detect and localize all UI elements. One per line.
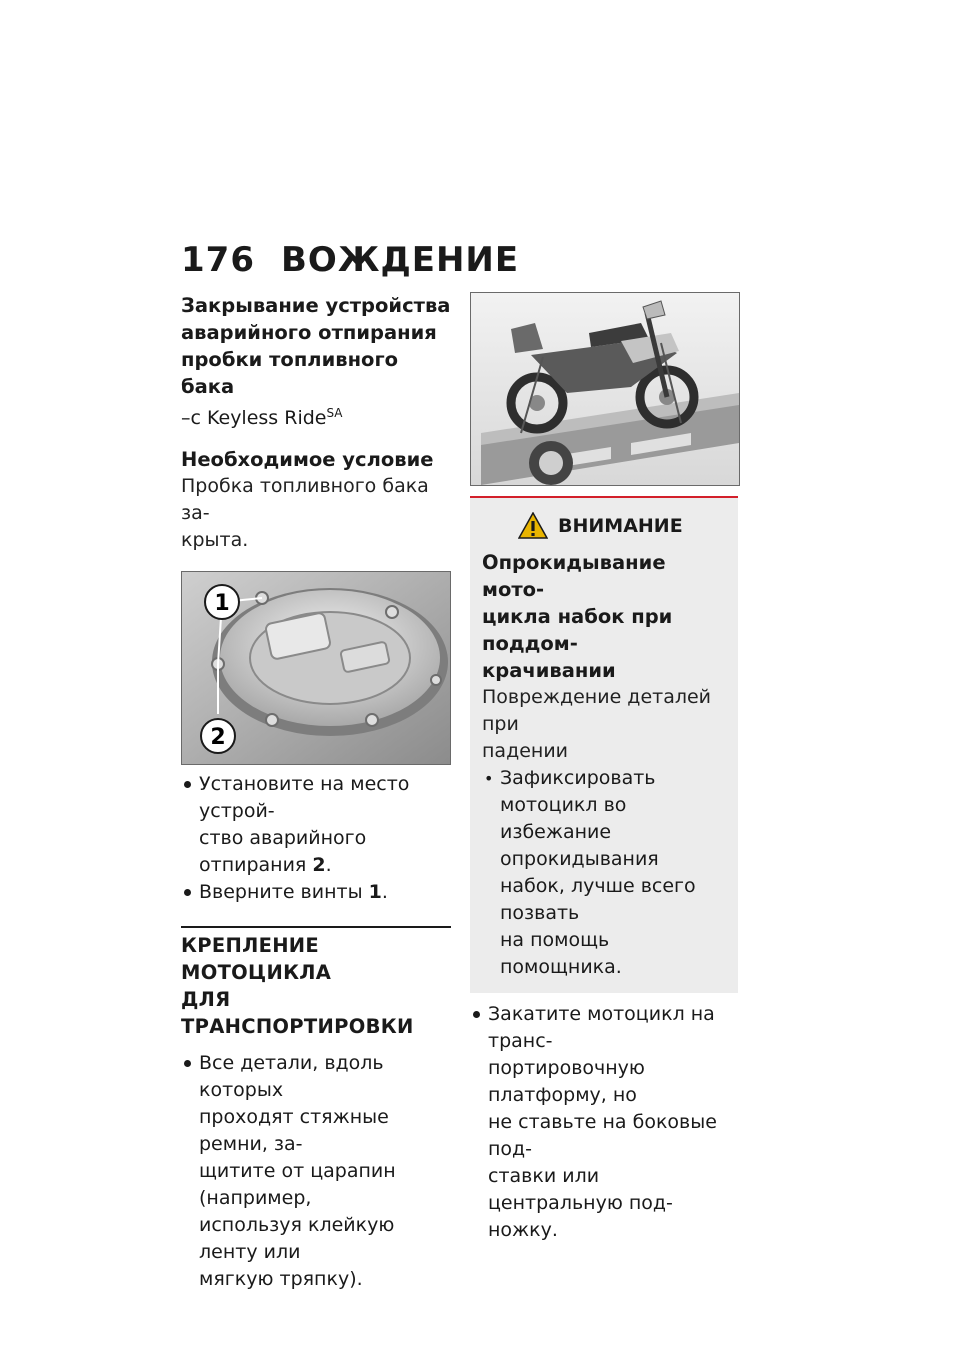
warning-heading: [482, 549, 726, 684]
list-item: [181, 879, 451, 906]
item-line: ставки или центральную под-: [488, 1165, 673, 1214]
heading-line: Закрывание устройства: [181, 294, 451, 317]
item-line: избежание опрокидывания: [500, 821, 659, 870]
page-number: 176: [181, 240, 255, 280]
section-list: [181, 1050, 451, 1293]
equipment-condition: [181, 400, 451, 432]
callout-1: 1: [214, 591, 230, 616]
step-ref: 2: [312, 854, 326, 876]
list-item: [181, 1050, 451, 1293]
steps-list: [181, 771, 451, 906]
step-end: .: [381, 881, 388, 903]
warning-label: ВНИМАНИЕ: [558, 514, 683, 537]
section-title-line: КРЕПЛЕНИЕ МОТОЦИКЛА: [181, 934, 332, 984]
condition-sup: SA: [326, 406, 343, 420]
list-item: [482, 765, 726, 981]
item-line: не ставьте на боковые под-: [488, 1111, 717, 1160]
list-item: [470, 1001, 738, 1244]
warning-list: [482, 765, 726, 981]
step-line: Установите на место устрой-: [199, 773, 410, 822]
callout-2: 2: [210, 725, 226, 750]
item-line: щитите от царапин (например,: [199, 1160, 396, 1209]
item-line: на помощь помощника.: [500, 929, 622, 978]
requirement-text: Пробка топливного бака за-: [181, 475, 429, 524]
requirement-text: крыта.: [181, 529, 249, 551]
left-column: [181, 292, 451, 1293]
list-item: [181, 771, 451, 879]
warning-heading-line: цикла набок при поддом-: [482, 605, 673, 655]
item-line: мягкую тряпку).: [199, 1268, 363, 1290]
chapter-title: ВОЖДЕНИЕ: [281, 240, 520, 280]
heading-line: пробки топливного бака: [181, 348, 399, 398]
warning-text: падении: [482, 740, 569, 762]
fuel-cap-illustration: [181, 571, 451, 765]
section-divider: [181, 926, 451, 928]
step-end: .: [325, 854, 332, 876]
heading-line: аварийного отпирания: [181, 321, 437, 344]
item-line: Закатите мотоцикл на транс-: [488, 1003, 715, 1052]
condition-text: –с Keyless Ride: [181, 407, 327, 429]
step-line: Вверните винты: [199, 881, 369, 903]
item-line: набок, лучше всего позвать: [500, 875, 696, 924]
fuel-cap-drawing: [182, 572, 450, 764]
section-heading: [181, 292, 451, 400]
item-line: используя клейкую ленту или: [199, 1214, 395, 1263]
item-line: ножку.: [488, 1219, 558, 1241]
warning-text: Повреждение деталей при: [482, 686, 712, 735]
section-title-line: ДЛЯ ТРАНСПОРТИРОВКИ: [181, 988, 414, 1038]
motorcycle-trailer-illustration: [470, 292, 740, 486]
warning-heading-line: крачивании: [482, 659, 616, 682]
item-line: Зафиксировать мотоцикл во: [500, 767, 656, 816]
warning-box: [470, 496, 738, 993]
section-title: [181, 932, 451, 1040]
step-line: ство аварийного отпирания: [199, 827, 367, 876]
motorcycle-drawing: [471, 293, 739, 485]
warning-heading-line: Опрокидывание мото-: [482, 551, 666, 601]
requirement-heading: Необходимое условие: [181, 448, 434, 471]
step-ref: 1: [368, 881, 382, 903]
item-line: проходят стяжные ремни, за-: [199, 1106, 389, 1155]
item-line: портировочную платформу, но: [488, 1057, 645, 1106]
warning-triangle-icon: [518, 512, 548, 539]
right-steps-list: [470, 1001, 738, 1244]
item-line: Все детали, вдоль которых: [199, 1052, 384, 1101]
right-column: [470, 292, 738, 1244]
warning-header: [518, 512, 726, 539]
